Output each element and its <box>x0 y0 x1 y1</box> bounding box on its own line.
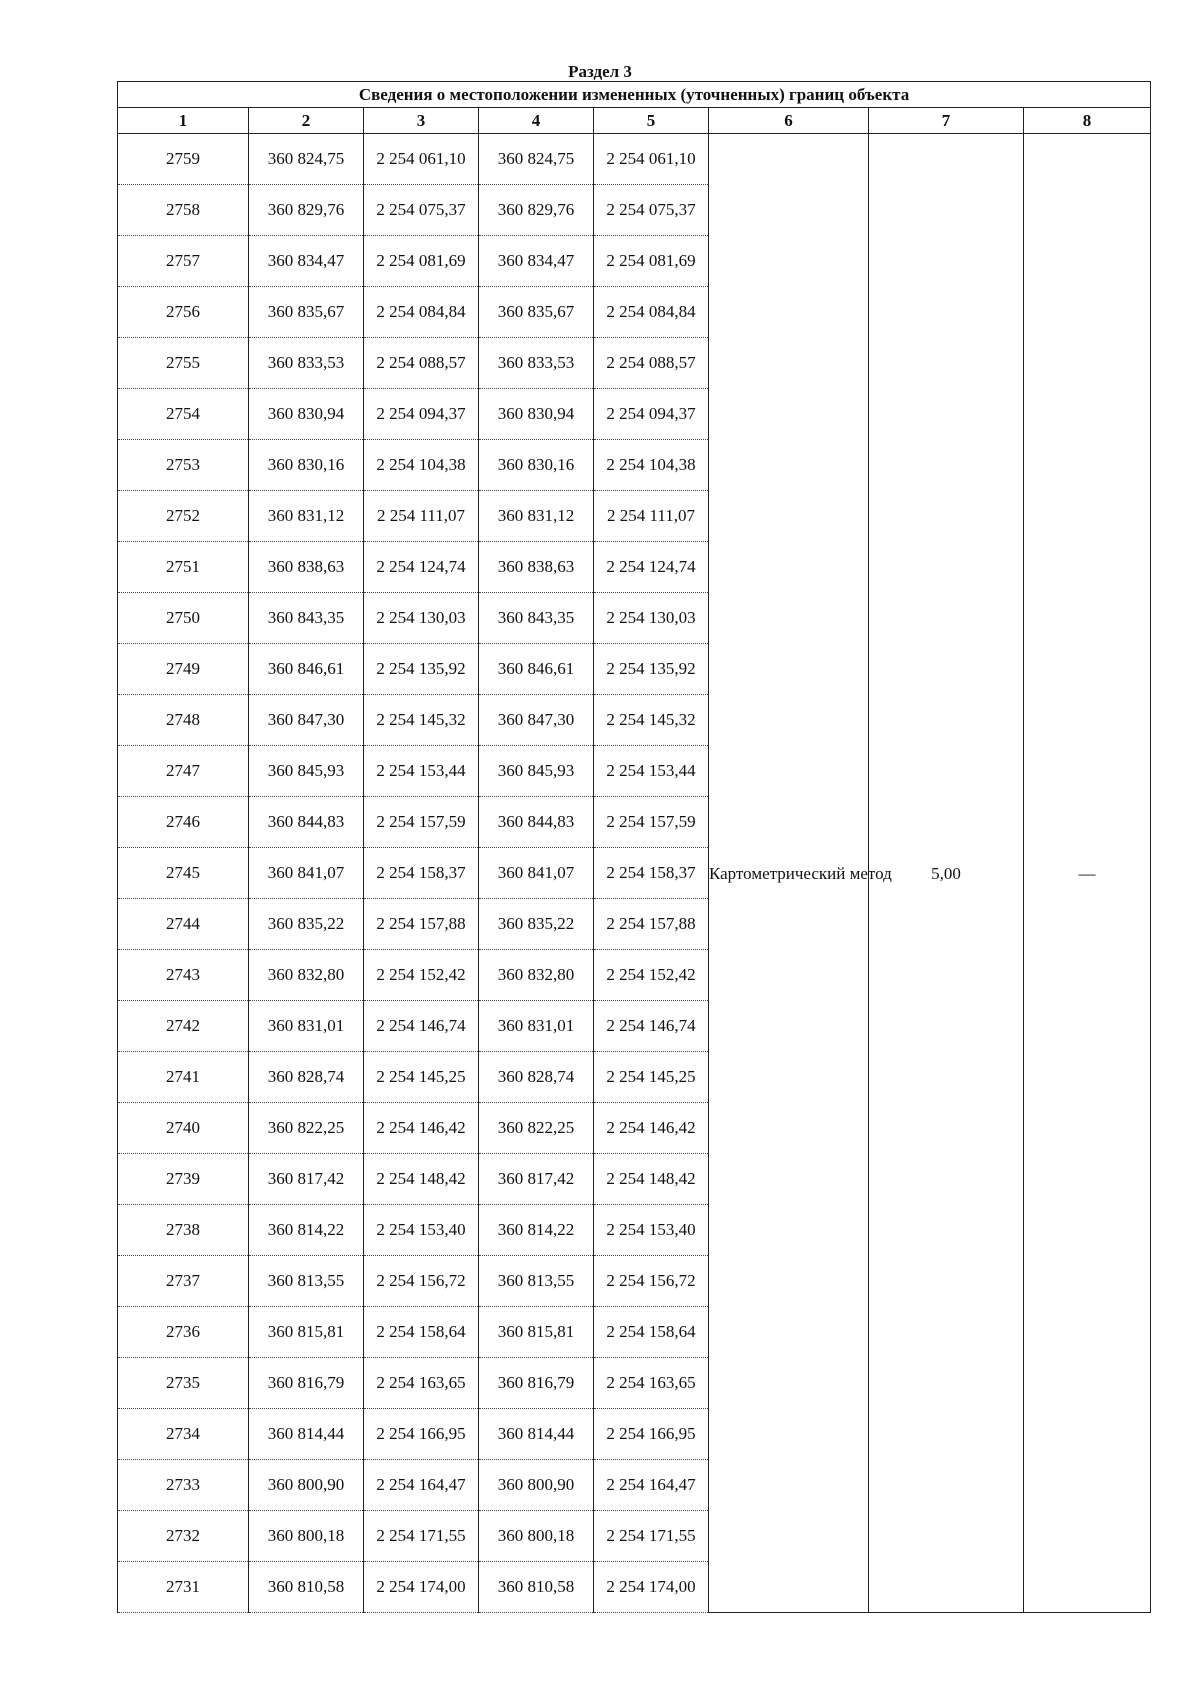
coordinate-cell: 360 835,67 <box>249 287 364 338</box>
coordinate-cell: 2 254 153,40 <box>594 1205 709 1256</box>
coordinate-cell: 360 817,42 <box>249 1154 364 1205</box>
coordinate-cell: 360 810,58 <box>249 1562 364 1613</box>
coordinate-cell: 2 254 164,47 <box>364 1460 479 1511</box>
coordinate-cell: 360 844,83 <box>249 797 364 848</box>
coordinate-cell: 2 254 152,42 <box>594 950 709 1001</box>
coordinate-cell: 2 254 146,42 <box>594 1103 709 1154</box>
point-number-cell: 2757 <box>118 236 249 287</box>
coordinate-cell: 2 254 166,95 <box>364 1409 479 1460</box>
coordinate-cell: 2 254 152,42 <box>364 950 479 1001</box>
coordinate-cell: 2 254 158,37 <box>364 848 479 899</box>
coordinate-cell: 360 813,55 <box>479 1256 594 1307</box>
point-number-cell: 2745 <box>118 848 249 899</box>
coordinate-cell: 2 254 157,88 <box>594 899 709 950</box>
point-number-cell: 2733 <box>118 1460 249 1511</box>
coordinate-cell: 360 800,90 <box>249 1460 364 1511</box>
coordinate-cell: 2 254 145,25 <box>594 1052 709 1103</box>
coordinate-cell: 360 847,30 <box>249 695 364 746</box>
coordinate-cell: 360 838,63 <box>249 542 364 593</box>
coordinate-cell: 2 254 153,44 <box>594 746 709 797</box>
coordinate-cell: 2 254 084,84 <box>364 287 479 338</box>
coordinate-cell: 360 831,12 <box>479 491 594 542</box>
coordinate-cell: 2 254 111,07 <box>364 491 479 542</box>
coordinate-cell: 360 829,76 <box>479 185 594 236</box>
point-number-cell: 2754 <box>118 389 249 440</box>
coordinate-cell: 360 833,53 <box>479 338 594 389</box>
coordinate-cell: 360 845,93 <box>479 746 594 797</box>
coordinate-cell: 2 254 130,03 <box>594 593 709 644</box>
coordinate-cell: 2 254 153,44 <box>364 746 479 797</box>
description-cell: — <box>1024 134 1151 1613</box>
table-caption: Сведения о местоположении измененных (уточненных) границ объекта <box>118 82 1151 108</box>
coordinate-cell: 360 815,81 <box>249 1307 364 1358</box>
boundary-points-table <box>117 81 1151 1613</box>
coordinate-cell: 360 831,12 <box>249 491 364 542</box>
coordinate-cell: 360 814,22 <box>249 1205 364 1256</box>
coordinate-cell: 360 835,67 <box>479 287 594 338</box>
coordinate-cell: 360 815,81 <box>479 1307 594 1358</box>
point-number-cell: 2736 <box>118 1307 249 1358</box>
coordinate-cell: 2 254 174,00 <box>364 1562 479 1613</box>
coordinate-cell: 2 254 171,55 <box>364 1511 479 1562</box>
coordinate-cell: 2 254 081,69 <box>594 236 709 287</box>
point-number-cell: 2758 <box>118 185 249 236</box>
point-number-cell: 2747 <box>118 746 249 797</box>
column-number: 1 <box>118 108 249 134</box>
coordinate-cell: 2 254 158,37 <box>594 848 709 899</box>
coordinate-cell: 360 828,74 <box>479 1052 594 1103</box>
coordinate-cell: 2 254 088,57 <box>364 338 479 389</box>
column-number-row <box>118 108 1151 134</box>
coordinate-cell: 360 843,35 <box>249 593 364 644</box>
coordinate-cell: 360 841,07 <box>249 848 364 899</box>
coordinate-cell: 2 254 157,59 <box>364 797 479 848</box>
coordinate-cell: 360 844,83 <box>479 797 594 848</box>
coordinate-cell: 2 254 081,69 <box>364 236 479 287</box>
point-number-cell: 2742 <box>118 1001 249 1052</box>
column-number: 3 <box>364 108 479 134</box>
coordinate-cell: 360 834,47 <box>479 236 594 287</box>
coordinate-cell: 2 254 145,32 <box>594 695 709 746</box>
coordinate-cell: 360 834,47 <box>249 236 364 287</box>
coordinate-cell: 360 817,42 <box>479 1154 594 1205</box>
point-number-cell: 2750 <box>118 593 249 644</box>
coordinate-cell: 2 254 146,74 <box>594 1001 709 1052</box>
coordinate-cell: 360 835,22 <box>249 899 364 950</box>
point-number-cell: 2734 <box>118 1409 249 1460</box>
coordinate-cell: 2 254 111,07 <box>594 491 709 542</box>
point-number-cell: 2735 <box>118 1358 249 1409</box>
point-number-cell: 2737 <box>118 1256 249 1307</box>
coordinate-cell: 360 800,18 <box>249 1511 364 1562</box>
coordinate-cell: 360 830,16 <box>479 440 594 491</box>
coordinate-cell: 2 254 146,74 <box>364 1001 479 1052</box>
coordinate-cell: 2 254 124,74 <box>594 542 709 593</box>
coordinate-cell: 360 830,16 <box>249 440 364 491</box>
coordinate-cell: 2 254 075,37 <box>364 185 479 236</box>
coordinate-cell: 360 813,55 <box>249 1256 364 1307</box>
point-number-cell: 2741 <box>118 1052 249 1103</box>
column-number: 7 <box>869 108 1024 134</box>
coordinate-cell: 360 822,25 <box>249 1103 364 1154</box>
coordinate-cell: 360 831,01 <box>249 1001 364 1052</box>
coordinate-cell: 2 254 146,42 <box>364 1103 479 1154</box>
point-number-cell: 2740 <box>118 1103 249 1154</box>
coordinate-cell: 2 254 135,92 <box>594 644 709 695</box>
coordinate-cell: 2 254 145,25 <box>364 1052 479 1103</box>
table-body <box>118 134 1151 1613</box>
column-number: 6 <box>709 108 869 134</box>
coordinate-cell: 2 254 164,47 <box>594 1460 709 1511</box>
coordinate-cell: 2 254 166,95 <box>594 1409 709 1460</box>
point-number-cell: 2743 <box>118 950 249 1001</box>
point-number-cell: 2746 <box>118 797 249 848</box>
coordinate-cell: 360 816,79 <box>249 1358 364 1409</box>
coordinate-cell: 360 828,74 <box>249 1052 364 1103</box>
point-number-cell: 2753 <box>118 440 249 491</box>
column-number: 5 <box>594 108 709 134</box>
coordinate-cell: 2 254 145,32 <box>364 695 479 746</box>
coordinate-cell: 360 824,75 <box>249 134 364 185</box>
coordinate-cell: 360 829,76 <box>249 185 364 236</box>
coordinate-cell: 2 254 157,59 <box>594 797 709 848</box>
point-number-cell: 2731 <box>118 1562 249 1613</box>
column-number: 2 <box>249 108 364 134</box>
coordinate-cell: 2 254 163,65 <box>364 1358 479 1409</box>
coordinate-cell: 360 833,53 <box>249 338 364 389</box>
coordinate-cell: 360 814,44 <box>249 1409 364 1460</box>
coordinate-cell: 360 835,22 <box>479 899 594 950</box>
coordinate-cell: 360 830,94 <box>479 389 594 440</box>
coordinate-cell: 360 845,93 <box>249 746 364 797</box>
coordinate-cell: 360 832,80 <box>479 950 594 1001</box>
coordinate-cell: 360 831,01 <box>479 1001 594 1052</box>
coordinate-cell: 2 254 156,72 <box>364 1256 479 1307</box>
point-number-cell: 2739 <box>118 1154 249 1205</box>
coordinate-cell: 360 838,63 <box>479 542 594 593</box>
point-number-cell: 2732 <box>118 1511 249 1562</box>
point-number-cell: 2756 <box>118 287 249 338</box>
coordinate-cell: 360 847,30 <box>479 695 594 746</box>
coordinate-cell: 2 254 084,84 <box>594 287 709 338</box>
point-number-cell: 2749 <box>118 644 249 695</box>
coordinate-cell: 360 841,07 <box>479 848 594 899</box>
coordinate-cell: 360 800,18 <box>479 1511 594 1562</box>
section-title: Раздел 3 <box>568 62 632 81</box>
coordinate-cell: 2 254 130,03 <box>364 593 479 644</box>
coordinate-cell: 360 814,22 <box>479 1205 594 1256</box>
coordinate-cell: 2 254 158,64 <box>594 1307 709 1358</box>
coordinate-cell: 2 254 148,42 <box>364 1154 479 1205</box>
point-number-cell: 2759 <box>118 134 249 185</box>
coordinate-cell: 2 254 156,72 <box>594 1256 709 1307</box>
coordinate-cell: 360 846,61 <box>249 644 364 695</box>
coordinate-cell: 360 822,25 <box>479 1103 594 1154</box>
coordinate-cell: 360 846,61 <box>479 644 594 695</box>
coordinate-cell: 2 254 135,92 <box>364 644 479 695</box>
coordinate-cell: 2 254 061,10 <box>594 134 709 185</box>
point-number-cell: 2755 <box>118 338 249 389</box>
coordinate-cell: 360 810,58 <box>479 1562 594 1613</box>
coordinate-cell: 360 800,90 <box>479 1460 594 1511</box>
table-row <box>118 134 1151 185</box>
point-number-cell: 2744 <box>118 899 249 950</box>
point-number-cell: 2748 <box>118 695 249 746</box>
point-number-cell: 2751 <box>118 542 249 593</box>
coordinate-cell: 2 254 104,38 <box>364 440 479 491</box>
coordinate-cell: 2 254 094,37 <box>594 389 709 440</box>
coordinate-cell: 2 254 163,65 <box>594 1358 709 1409</box>
coordinate-cell: 360 843,35 <box>479 593 594 644</box>
coordinate-cell: 360 830,94 <box>249 389 364 440</box>
coordinate-cell: 2 254 124,74 <box>364 542 479 593</box>
point-number-cell: 2738 <box>118 1205 249 1256</box>
column-number: 8 <box>1024 108 1151 134</box>
coordinate-cell: 2 254 094,37 <box>364 389 479 440</box>
coordinate-cell: 2 254 104,38 <box>594 440 709 491</box>
column-number: 4 <box>479 108 594 134</box>
coordinate-cell: 2 254 153,40 <box>364 1205 479 1256</box>
coordinate-cell: 2 254 157,88 <box>364 899 479 950</box>
coordinate-cell: 360 816,79 <box>479 1358 594 1409</box>
coordinate-cell: 2 254 061,10 <box>364 134 479 185</box>
coordinate-cell: 2 254 075,37 <box>594 185 709 236</box>
coordinate-cell: 2 254 158,64 <box>364 1307 479 1358</box>
coordinate-cell: 2 254 174,00 <box>594 1562 709 1613</box>
coordinate-cell: 2 254 088,57 <box>594 338 709 389</box>
coordinate-cell: 360 814,44 <box>479 1409 594 1460</box>
coordinate-cell: 2 254 148,42 <box>594 1154 709 1205</box>
point-number-cell: 2752 <box>118 491 249 542</box>
coordinate-cell: 2 254 171,55 <box>594 1511 709 1562</box>
coordinate-cell: 360 832,80 <box>249 950 364 1001</box>
method-cell: Картометрический метод <box>709 134 869 1613</box>
accuracy-cell: 5,00 <box>869 134 1024 1613</box>
coordinate-cell: 360 824,75 <box>479 134 594 185</box>
